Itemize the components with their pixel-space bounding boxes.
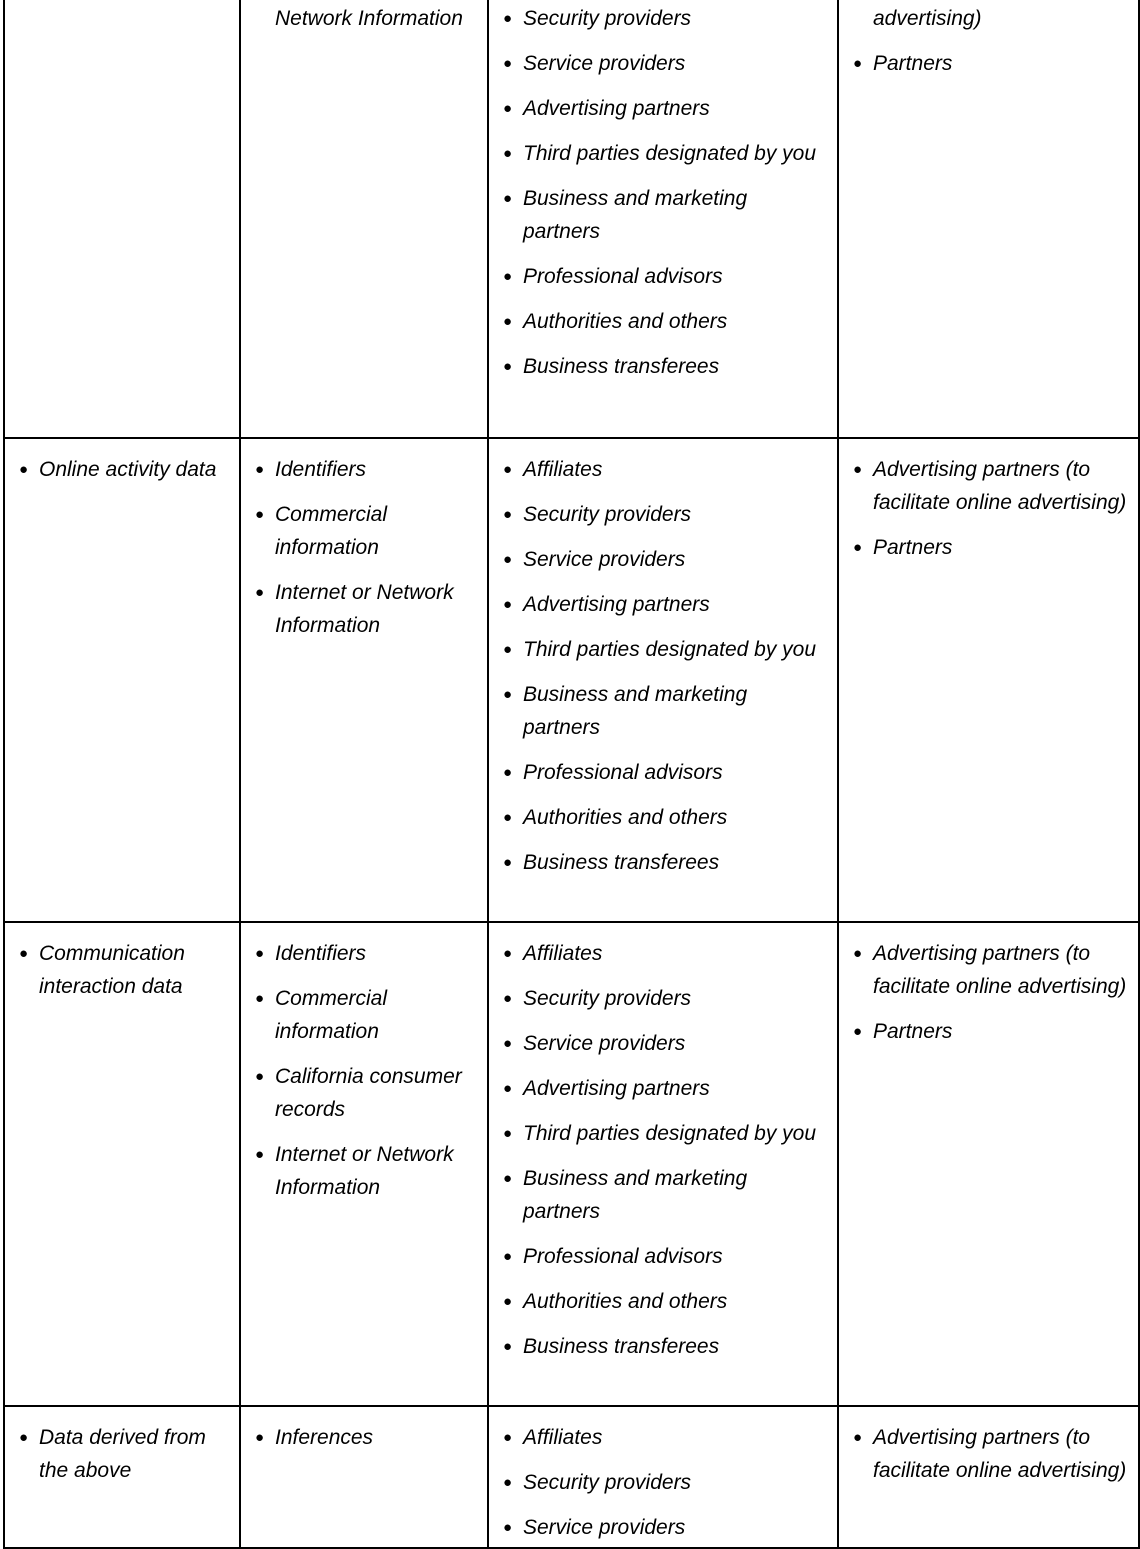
list-item: ● Partners xyxy=(853,1015,1130,1048)
category-cell xyxy=(4,1406,240,1548)
disclosed-to-cell xyxy=(488,438,838,922)
bullet-list xyxy=(255,2,479,35)
shared-with-cell xyxy=(838,438,1139,922)
category-cell xyxy=(4,438,240,922)
list-item: ● Service providers xyxy=(503,47,829,80)
table-row xyxy=(4,1406,1139,1548)
ccpa-category-cell xyxy=(240,438,488,922)
bullet-list xyxy=(853,1421,1130,1487)
list-item: ● Security providers xyxy=(503,1466,829,1499)
bullet-list xyxy=(19,937,231,1003)
list-item: ● Advertising partners xyxy=(503,92,829,125)
shared-with-cell xyxy=(838,0,1139,438)
table-row xyxy=(4,438,1139,922)
list-item: ● Third parties designated by you xyxy=(503,633,829,666)
ccpa-category-cell xyxy=(240,1406,488,1548)
bullet-list xyxy=(19,1421,231,1487)
list-item: ● Business and marketing partners xyxy=(503,678,829,744)
list-item: ● Third parties designated by you xyxy=(503,137,829,170)
list-item: ● Advertising partners xyxy=(503,588,829,621)
list-item: ● Service providers xyxy=(503,543,829,576)
table-row xyxy=(4,0,1139,438)
list-item: ● Commercial information xyxy=(255,982,479,1048)
list-item: advertising) xyxy=(873,7,982,30)
list-item: ● Advertising partners xyxy=(503,1072,829,1105)
disclosed-to-cell xyxy=(488,1406,838,1548)
category-cell xyxy=(4,0,240,438)
list-item: ● Business transferees xyxy=(503,846,829,879)
list-item: ● Partners xyxy=(853,47,1130,80)
list-item: ● Data derived from the above xyxy=(19,1421,231,1487)
bullet-list xyxy=(853,2,1130,80)
list-item: ● Business and marketing partners xyxy=(503,182,829,248)
list-item: ● Partners xyxy=(853,531,1130,564)
bullet-list xyxy=(503,937,829,1363)
list-item: ● Affiliates xyxy=(503,453,829,486)
list-item: ● Affiliates xyxy=(503,937,829,970)
list-item: ● Communication interaction data xyxy=(19,937,231,1003)
list-item: ● Online activity data xyxy=(19,453,231,486)
list-item: ● Service providers xyxy=(503,1511,829,1544)
list-item: ● Professional advisors xyxy=(503,260,829,293)
list-item: ● Advertising partners (to facilitate online advertising) xyxy=(853,937,1130,1003)
list-item: ● Authorities and others xyxy=(503,801,829,834)
list-item: ● Service providers xyxy=(503,1027,829,1060)
bullet-list xyxy=(503,453,829,879)
bullet-list xyxy=(255,937,479,1204)
list-item: ● Inferences xyxy=(255,1421,479,1454)
shared-with-cell xyxy=(838,1406,1139,1548)
category-cell xyxy=(4,922,240,1406)
list-item: ● Identifiers xyxy=(255,937,479,970)
list-item: ● Security providers xyxy=(503,982,829,1015)
list-item: ● Commercial information xyxy=(255,498,479,564)
list-item: ● Security providers xyxy=(503,2,829,35)
list-item: ● Internet or Network Information xyxy=(255,1138,479,1204)
list-item: ● Identifiers xyxy=(255,453,479,486)
list-item: Network Information xyxy=(275,7,463,30)
bullet-list xyxy=(853,937,1130,1048)
bullet-list xyxy=(19,453,231,486)
bullet-list xyxy=(255,453,479,642)
bullet-list xyxy=(503,1421,829,1544)
table-row xyxy=(4,922,1139,1406)
list-item: ● California consumer records xyxy=(255,1060,479,1126)
disclosed-to-cell xyxy=(488,0,838,438)
list-item: ● Affiliates xyxy=(503,1421,829,1454)
data-disclosure-table xyxy=(3,0,1140,1549)
list-item: ● Internet or Network Information xyxy=(255,576,479,642)
shared-with-cell xyxy=(838,922,1139,1406)
list-item: ● Advertising partners (to facilitate online advertising) xyxy=(853,1421,1130,1487)
bullet-list xyxy=(255,1421,479,1454)
list-item: ● Professional advisors xyxy=(503,1240,829,1273)
ccpa-category-cell xyxy=(240,0,488,438)
table-body xyxy=(4,0,1139,1548)
list-item: ● Third parties designated by you xyxy=(503,1117,829,1150)
list-item: ● Professional advisors xyxy=(503,756,829,789)
list-item: ● Authorities and others xyxy=(503,305,829,338)
bullet-list xyxy=(503,2,829,383)
list-item: ● Advertising partners (to facilitate online advertising) xyxy=(853,453,1130,519)
list-item: ● Authorities and others xyxy=(503,1285,829,1318)
ccpa-category-cell xyxy=(240,922,488,1406)
disclosed-to-cell xyxy=(488,922,838,1406)
bullet-list xyxy=(853,453,1130,564)
list-item: ● Business transferees xyxy=(503,350,829,383)
list-item: ● Business transferees xyxy=(503,1330,829,1363)
list-item: ● Security providers xyxy=(503,498,829,531)
list-item: ● Business and marketing partners xyxy=(503,1162,829,1228)
